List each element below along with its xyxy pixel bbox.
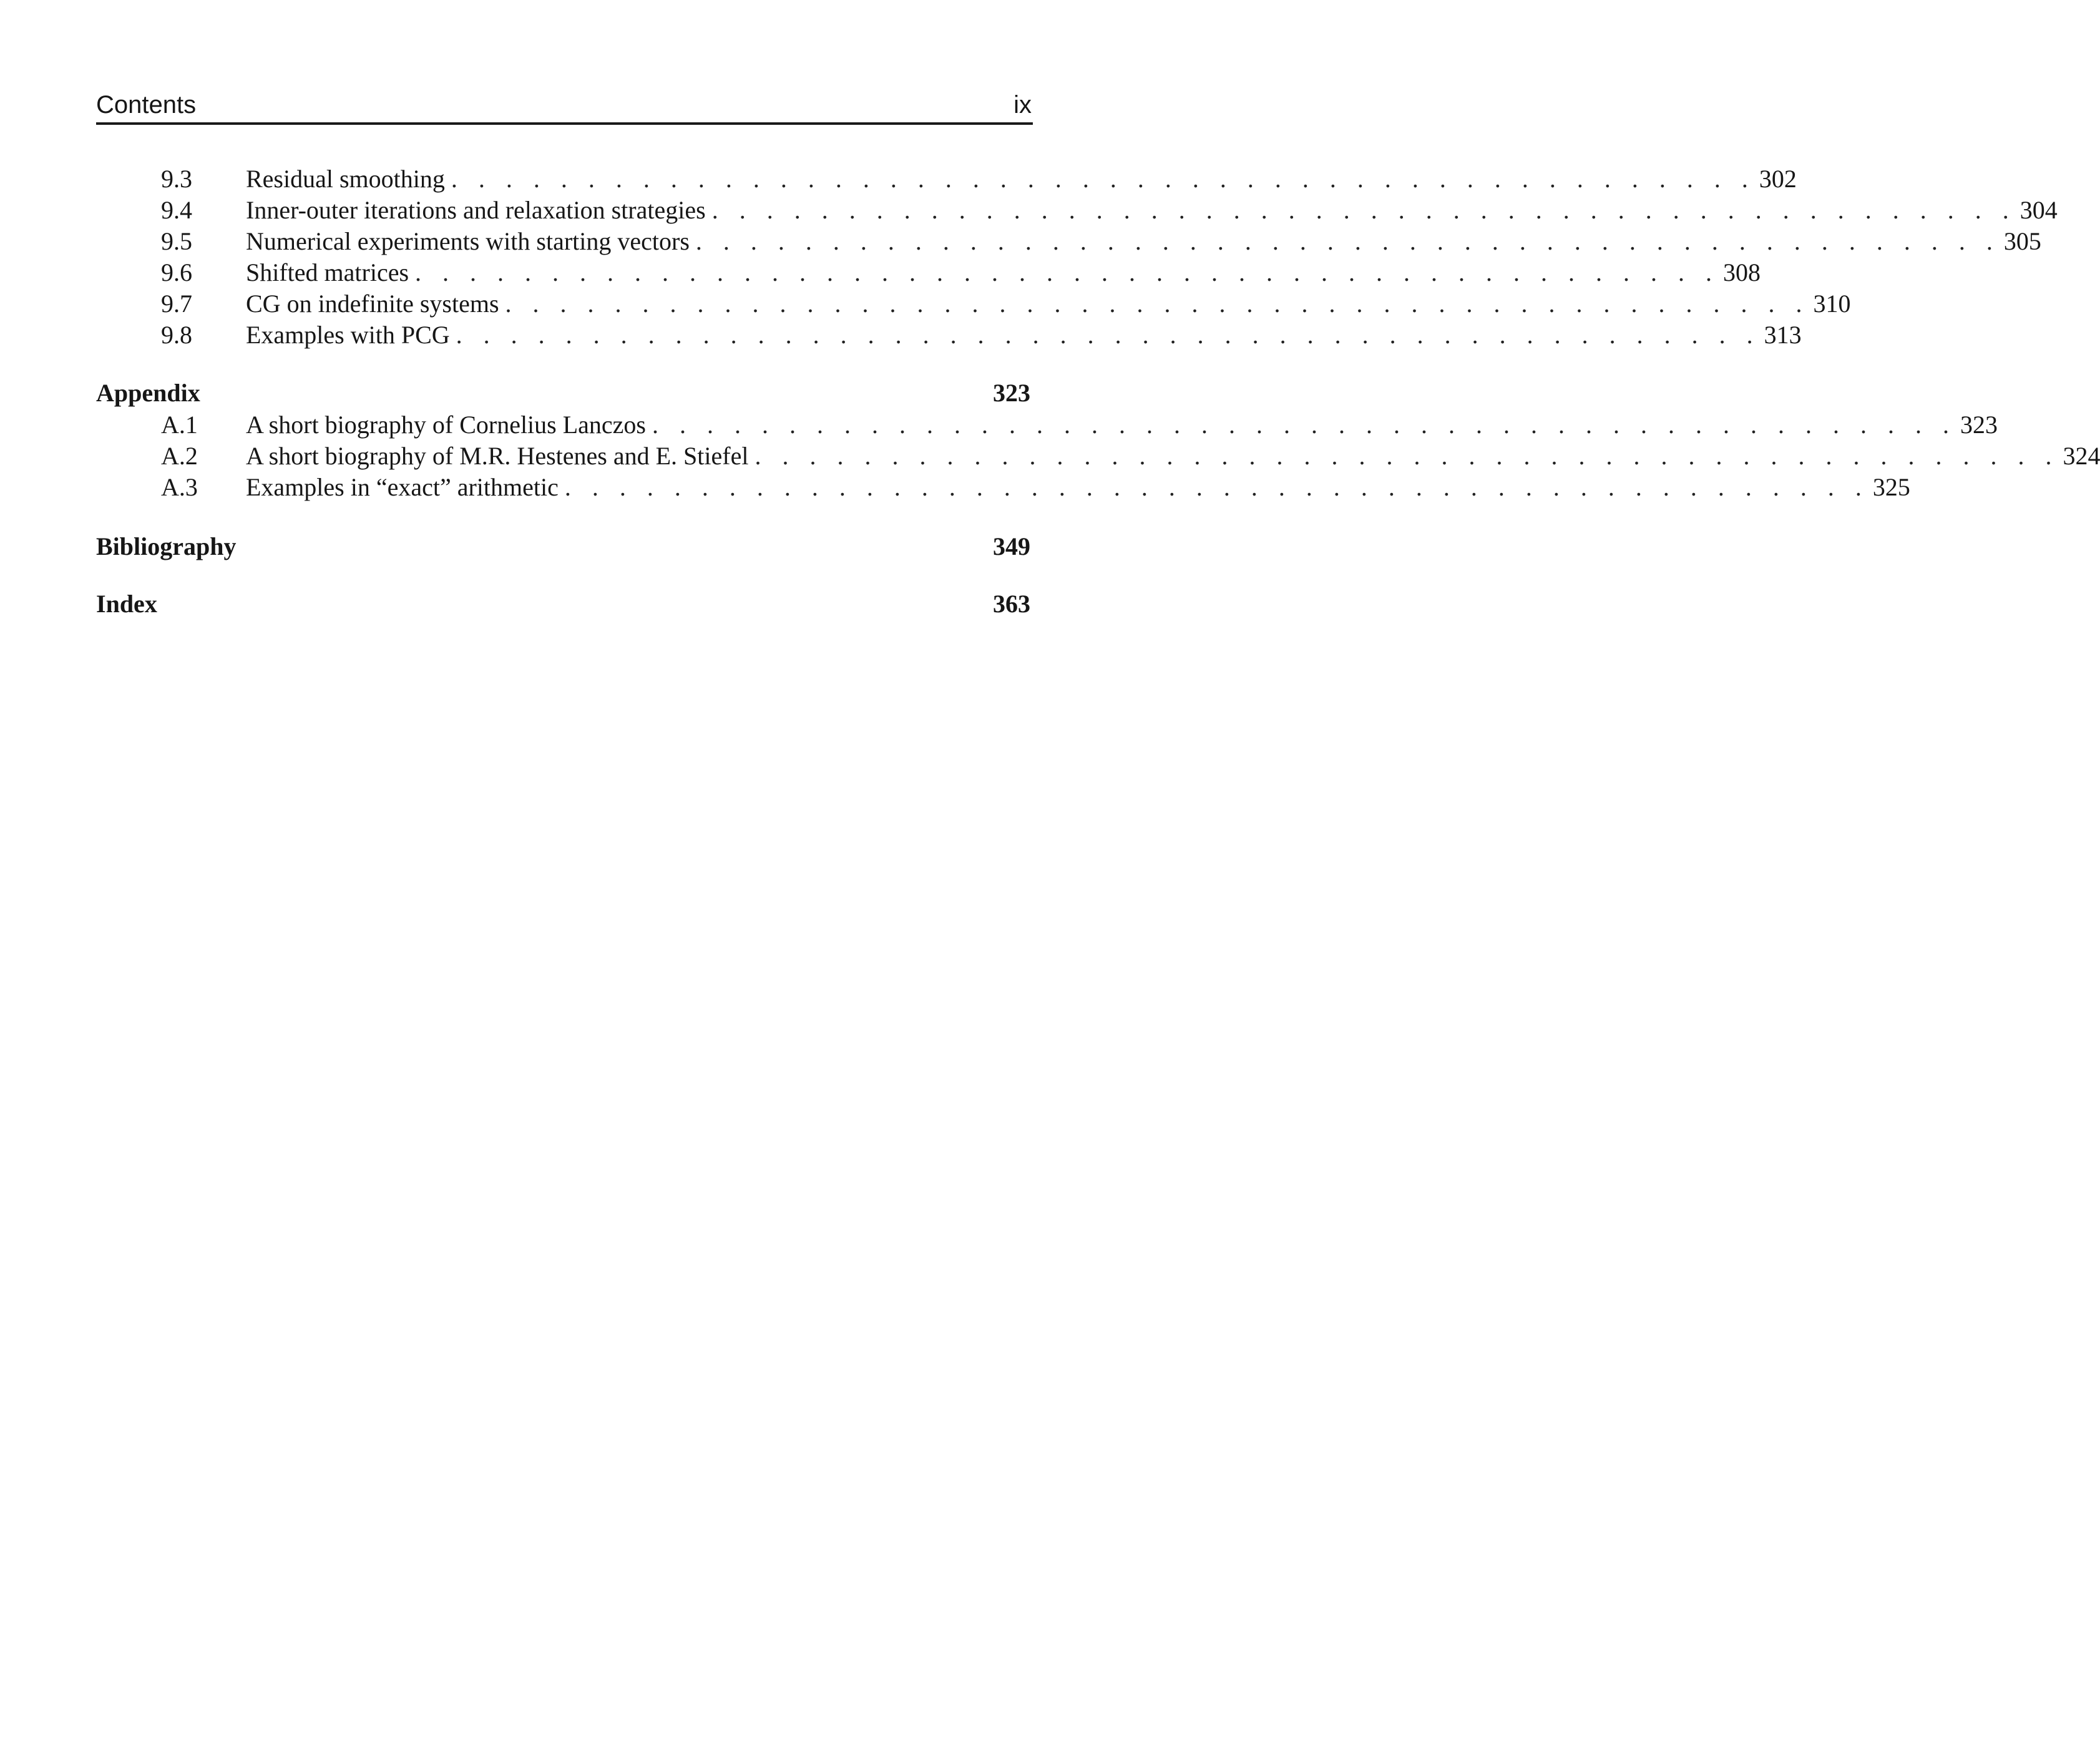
section-number: 9.8 bbox=[161, 321, 192, 349]
section-page: 310 bbox=[1813, 290, 1851, 318]
chapter-title: Appendix bbox=[96, 379, 200, 407]
toc-entry-9-8[interactable] bbox=[96, 320, 1802, 351]
toc-entry-a-1[interactable] bbox=[96, 409, 1998, 441]
dot-leader: . . . . . . . . . . . . . . . . . . . . . . . . . . . . . . . . . . . . . . . . . . . . . . . . bbox=[456, 321, 1761, 349]
section-number: A.3 bbox=[161, 473, 198, 501]
section-number: A.2 bbox=[161, 442, 198, 470]
dot-leader: . . . . . . . . . . . . . . . . . . . . . . . . . . . . . . . . . . . . . . . . . . . . . . . . bbox=[695, 227, 2000, 255]
section-title: CG on indefinite systems bbox=[246, 290, 499, 318]
section-page: 302 bbox=[1759, 165, 1797, 193]
dot-leader: . . . . . . . . . . . . . . . . . . . . . . . . . . . . . . . . . . . . . . . . . . . . . . . . bbox=[415, 258, 1720, 286]
page-number: ix bbox=[1013, 91, 1032, 119]
section-title: A short biography of Cornelius Lanczos bbox=[246, 411, 646, 439]
section-title: Numerical experiments with starting vectors bbox=[246, 227, 690, 255]
section-title: Examples in “exact” arithmetic bbox=[246, 473, 559, 501]
section-title: Inner-outer iterations and relaxation strategies bbox=[246, 196, 706, 224]
section-title: Residual smoothing bbox=[246, 165, 445, 193]
toc-entry-9-4[interactable] bbox=[96, 195, 2058, 226]
section-number: 9.3 bbox=[161, 165, 192, 193]
section-page: 308 bbox=[1723, 258, 1761, 286]
section-page: 304 bbox=[2019, 196, 2058, 224]
toc-entry-9-5[interactable] bbox=[96, 226, 2041, 257]
section-title: Shifted matrices bbox=[246, 258, 409, 286]
chapter-page: 363 bbox=[993, 590, 1030, 618]
chapter-page: 349 bbox=[993, 532, 1030, 560]
toc-chapter-index[interactable] bbox=[96, 587, 1033, 622]
section-page: 325 bbox=[1872, 473, 1910, 501]
running-header-title: Contents bbox=[96, 91, 197, 119]
chapter-title: Index bbox=[96, 590, 157, 618]
toc-entry-9-6[interactable] bbox=[96, 257, 1761, 288]
dot-leader: . . . . . . . . . . . . . . . . . . . . . . . . . . . . . . . . . . . . . . . . . . . . . . . . bbox=[564, 473, 1869, 501]
dot-leader: . . . . . . . . . . . . . . . . . . . . . . . . . . . . . . . . . . . . . . . . . . . . . . . . bbox=[505, 290, 1810, 318]
section-number: 9.4 bbox=[161, 196, 192, 224]
section-number: 9.5 bbox=[161, 227, 192, 255]
section-number: 9.7 bbox=[161, 290, 192, 318]
chapter-title: Bibliography bbox=[96, 532, 237, 560]
running-header bbox=[96, 87, 1033, 125]
toc-entry-a-3[interactable] bbox=[96, 472, 1910, 503]
section-number: 9.6 bbox=[161, 258, 192, 286]
section-page: 324 bbox=[2063, 442, 2100, 470]
section-title: A short biography of M.R. Hestenes and E. Stiefel bbox=[246, 442, 749, 470]
toc-chapter-appendix[interactable] bbox=[96, 376, 1033, 411]
toc-chapter-bibliography[interactable] bbox=[96, 529, 1033, 564]
section-page: 305 bbox=[2003, 227, 2041, 255]
dot-leader: . . . . . . . . . . . . . . . . . . . . . . . . . . . . . . . . . . . . . . . . . . . . . . . . bbox=[711, 196, 2016, 224]
chapter-page: 323 bbox=[993, 379, 1030, 407]
dot-leader: . . . . . . . . . . . . . . . . . . . . . . . . . . . . . . . . . . . . . . . . . . . . . . . . bbox=[652, 411, 1956, 439]
toc-entry-9-7[interactable] bbox=[96, 288, 1851, 320]
section-page: 323 bbox=[1960, 411, 1998, 439]
toc-entry-a-2[interactable] bbox=[96, 441, 2100, 472]
dot-leader: . . . . . . . . . . . . . . . . . . . . . . . . . . . . . . . . . . . . . . . . . . . . . . . . bbox=[755, 442, 2059, 470]
dot-leader: . . . . . . . . . . . . . . . . . . . . . . . . . . . . . . . . . . . . . . . . . . . . . . . . bbox=[451, 165, 1756, 193]
section-page: 313 bbox=[1764, 321, 1802, 349]
section-title: Examples with PCG bbox=[246, 321, 450, 349]
section-number: A.1 bbox=[161, 411, 198, 439]
toc-entry-9-3[interactable] bbox=[96, 164, 1797, 195]
